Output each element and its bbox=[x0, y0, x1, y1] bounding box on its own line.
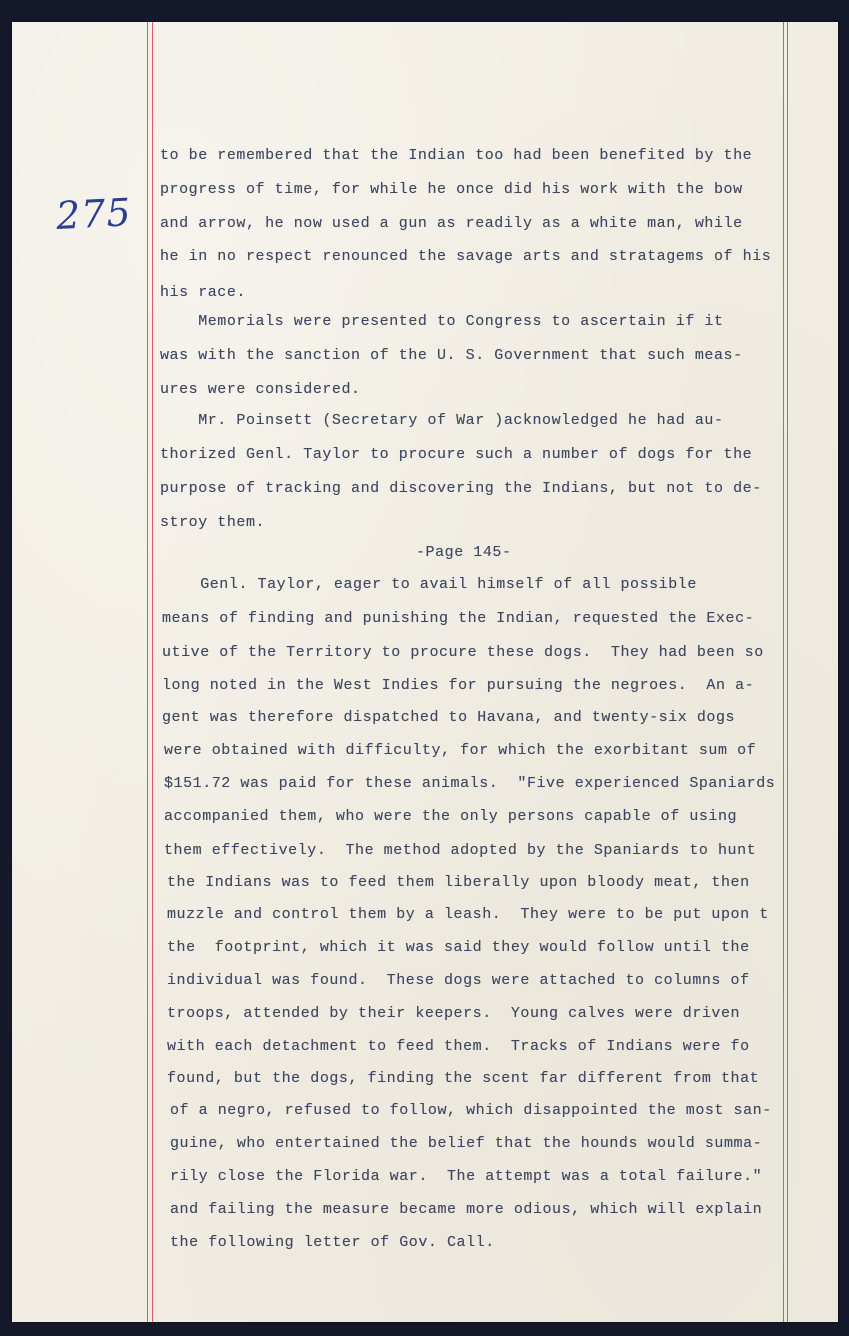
text-line: the following letter of Gov. Call. bbox=[170, 1234, 495, 1251]
right-margin-rule bbox=[783, 22, 784, 1322]
text-line: with each detachment to feed them. Tracks of Indians were fo bbox=[167, 1038, 750, 1055]
text-line: means of finding and punishing the Indian, requested the Exec- bbox=[162, 610, 755, 627]
text-line: $151.72 was paid for these animals. "Five experienced Spaniards bbox=[164, 775, 776, 792]
text-line: stroy them. bbox=[160, 514, 266, 531]
text-line: progress of time, for while he once did his work with the bow bbox=[160, 181, 743, 198]
text-line: was with the sanction of the U. S. Government that such meas- bbox=[160, 347, 743, 364]
text-line: his race. bbox=[160, 284, 246, 301]
text-line: thorized Genl. Taylor to procure such a number of dogs for the bbox=[160, 446, 753, 463]
text-line: guine, who entertained the belief that the hounds would summa- bbox=[170, 1135, 763, 1152]
text-line: ures were considered. bbox=[160, 381, 361, 398]
text-line: he in no respect renounced the savage arts and stratagems of his bbox=[160, 248, 772, 265]
text-line: accompanied them, who were the only persons capable of using bbox=[164, 808, 738, 825]
left-margin-rule-inner bbox=[152, 22, 153, 1322]
text-line: and failing the measure became more odious, which will explain bbox=[170, 1201, 763, 1218]
text-line: purpose of tracking and discovering the Indians, but not to de- bbox=[160, 480, 762, 497]
text-line: the Indians was to feed them liberally upon bloody meat, then bbox=[167, 874, 750, 891]
text-line: the footprint, which it was said they would follow until the bbox=[167, 939, 750, 956]
handwritten-folio-number: 275 bbox=[54, 190, 133, 238]
text-line: rily close the Florida war. The attempt was a total failure." bbox=[170, 1168, 763, 1185]
text-line: them effectively. The method adopted by the Spaniards to hunt bbox=[164, 842, 757, 859]
text-line: Memorials were presented to Congress to ascertain if it bbox=[160, 313, 724, 330]
left-margin-rule bbox=[147, 22, 148, 1322]
text-line: were obtained with difficulty, for which the exorbitant sum of bbox=[164, 742, 757, 759]
right-margin-rule-outer bbox=[787, 22, 788, 1322]
page-reference: -Page 145- bbox=[416, 544, 512, 561]
text-line: long noted in the West Indies for pursuing the negroes. An a- bbox=[162, 677, 755, 694]
text-line: to be remembered that the Indian too had been benefited by the bbox=[160, 147, 753, 164]
text-line: troops, attended by their keepers. Young calves were driven bbox=[167, 1005, 741, 1022]
text-line: utive of the Territory to procure these dogs. They had been so bbox=[162, 644, 764, 661]
text-line: and arrow, he now used a gun as readily as a white man, while bbox=[160, 215, 743, 232]
text-line: gent was therefore dispatched to Havana, and twenty-six dogs bbox=[162, 709, 736, 726]
text-line: of a negro, refused to follow, which disappointed the most san- bbox=[170, 1102, 772, 1119]
text-line: individual was found. These dogs were attached to columns of bbox=[167, 972, 750, 989]
text-line: Genl. Taylor, eager to avail himself of all possible bbox=[162, 576, 697, 593]
text-line: found, but the dogs, finding the scent far different from that bbox=[167, 1070, 760, 1087]
document-page bbox=[12, 22, 838, 1322]
text-line: Mr. Poinsett (Secretary of War )acknowledged he had au- bbox=[160, 412, 724, 429]
text-line: muzzle and control them by a leash. They were to be put upon t bbox=[167, 906, 769, 923]
